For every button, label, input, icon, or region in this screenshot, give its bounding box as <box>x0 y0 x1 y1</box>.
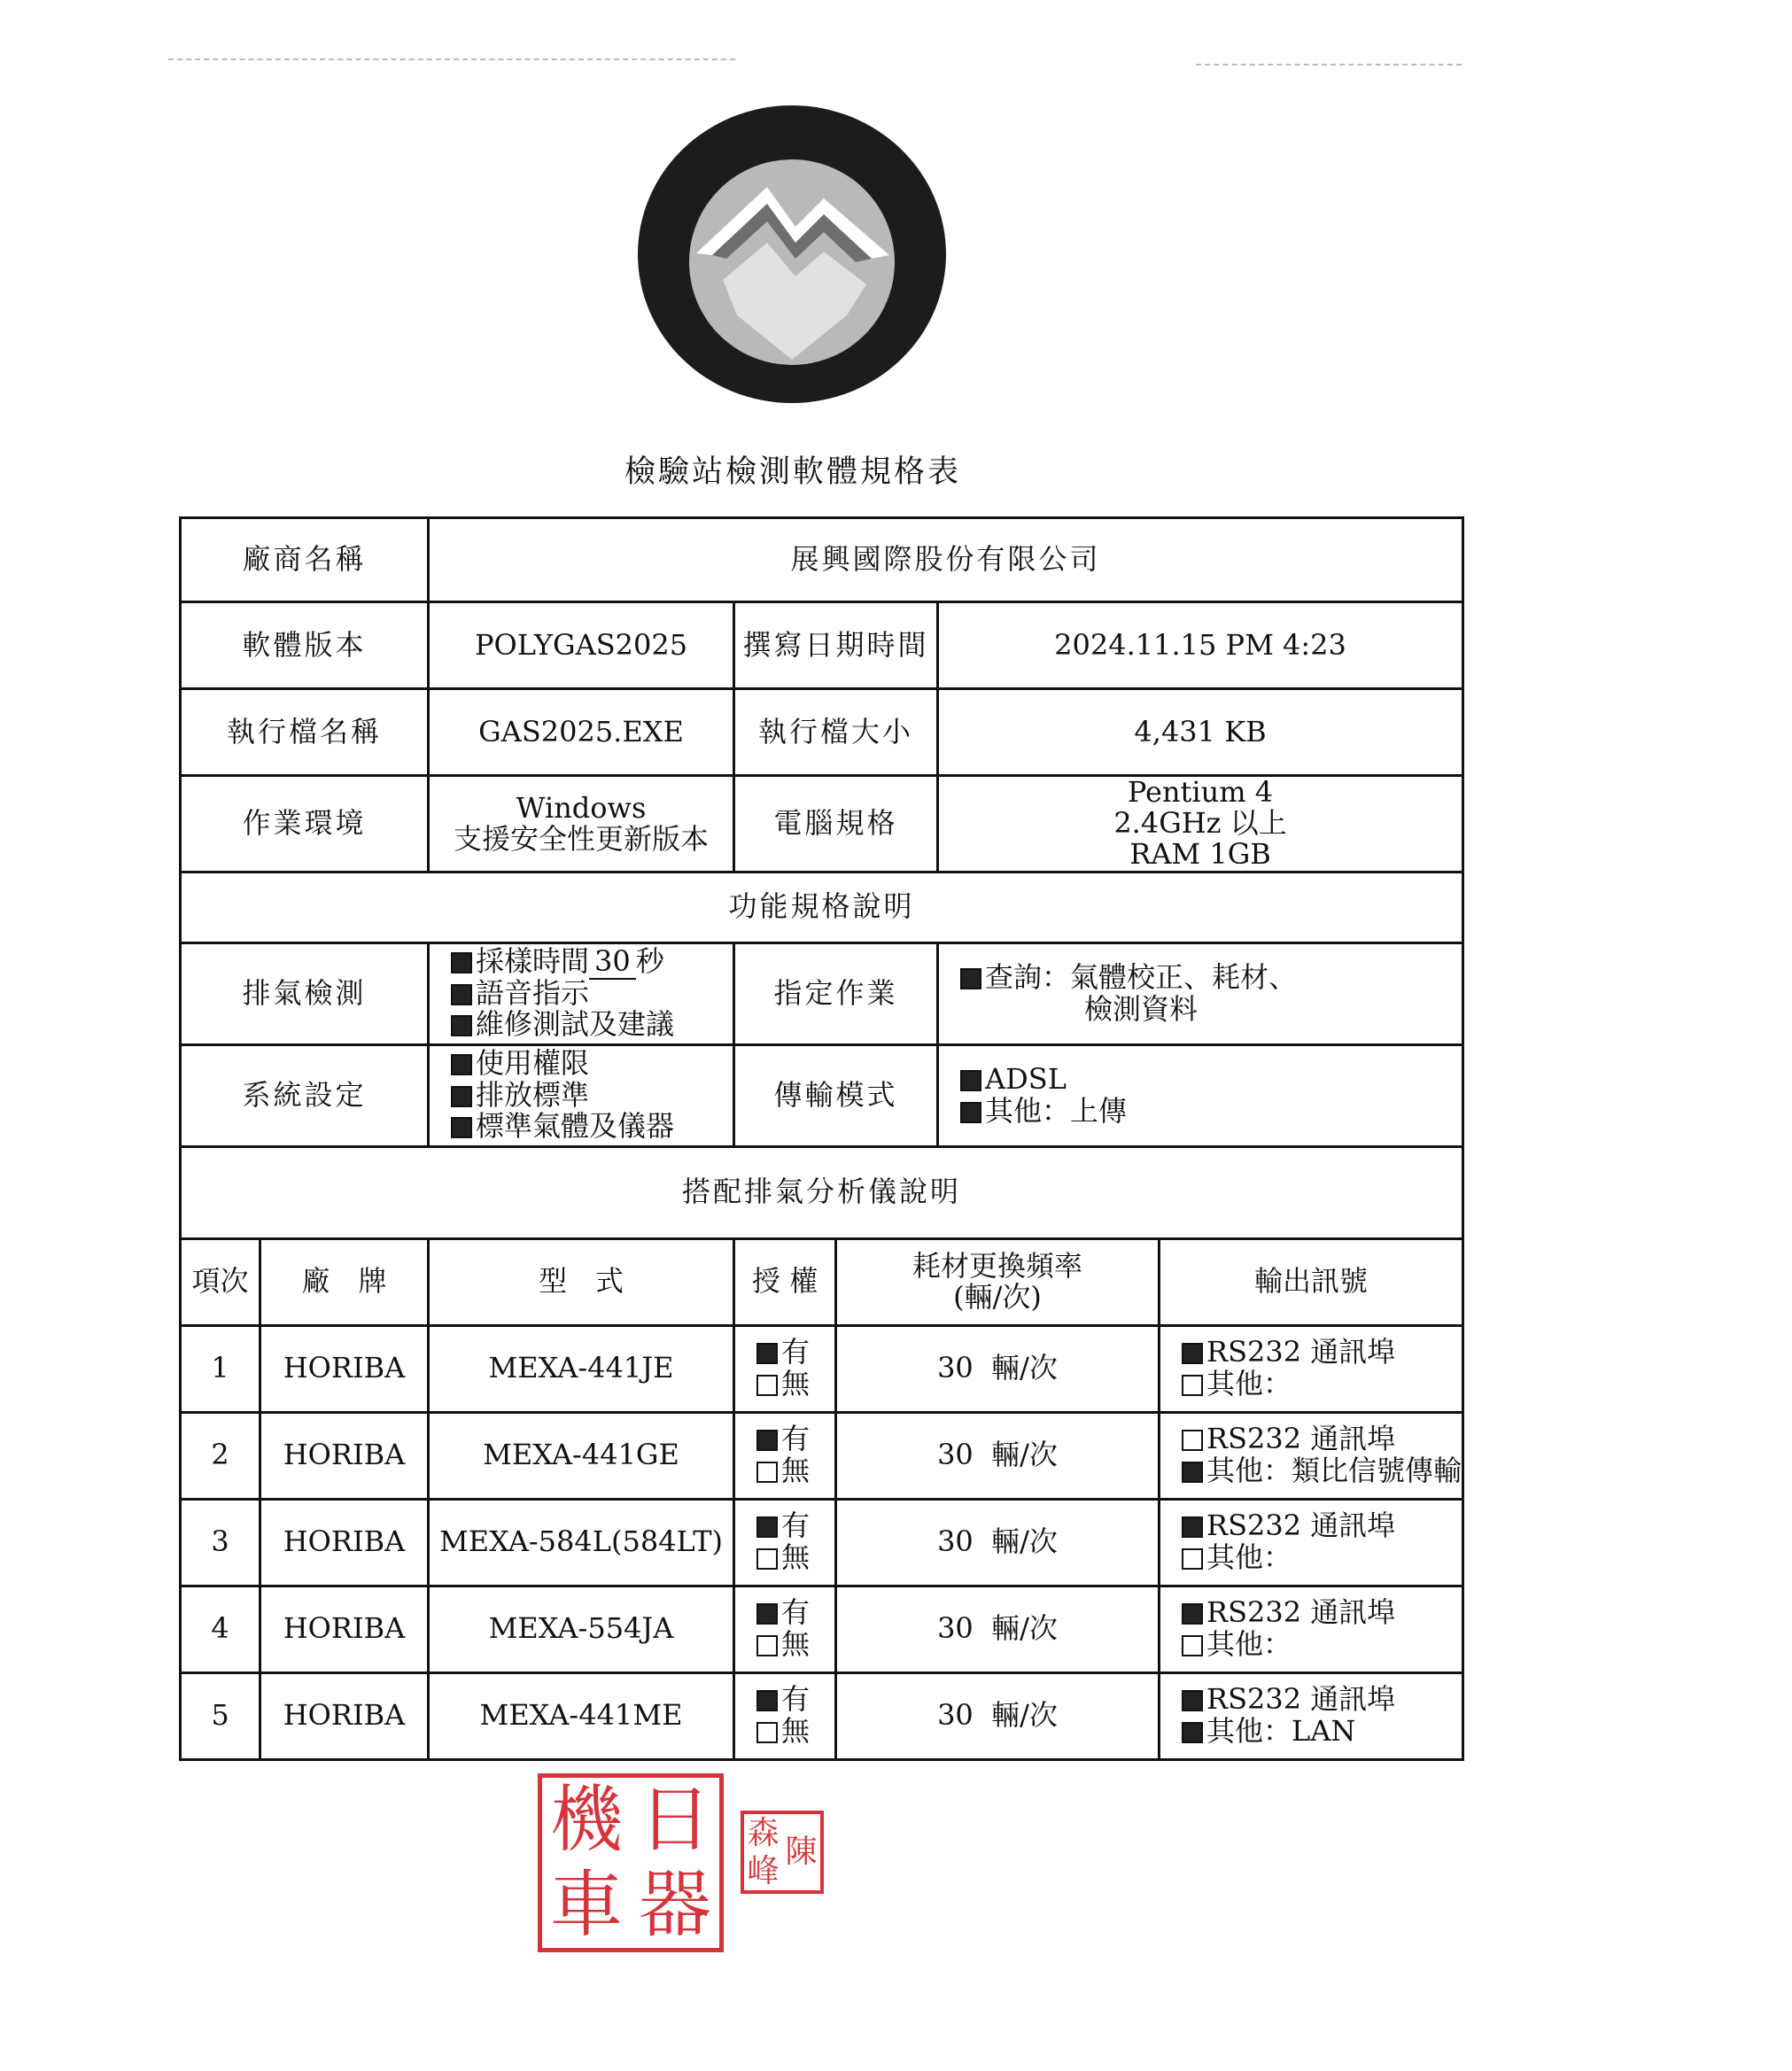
col-brand-header: 廠 牌 <box>260 1238 429 1325</box>
assigned-query: 查詢：氣體校正、耗材、 <box>960 962 1462 994</box>
license-no: 無 <box>756 1369 834 1400</box>
company-seal-stamp <box>538 1773 724 1952</box>
row-output <box>1160 1672 1463 1759</box>
output-rs232: RS232 通訊埠 <box>1182 1337 1462 1369</box>
spec-sheet-table <box>179 516 1464 1761</box>
license-no: 無 <box>756 1629 834 1661</box>
row-no: 4 <box>181 1586 260 1672</box>
license-no: 無 <box>756 1455 834 1487</box>
system-standards: 排放標準 <box>451 1080 733 1112</box>
seal-char: 車 <box>549 1863 623 1947</box>
version-value: POLYGAS2025 <box>429 602 734 689</box>
exe-name-label: 執行檔名稱 <box>181 689 429 776</box>
assigned-query-cont: 檢測資料 <box>1084 991 1199 1026</box>
analyzer-row <box>181 1672 1463 1759</box>
output-other: 其他：類比信號傳輸 <box>1182 1455 1462 1487</box>
row-brand: HORIBA <box>260 1412 429 1499</box>
freq-unit: 輛/次 <box>991 1611 1058 1646</box>
license-yes: 有 <box>756 1510 834 1542</box>
checkbox-checked-icon <box>1182 1690 1203 1711</box>
output-rs232: RS232 通訊埠 <box>1182 1684 1462 1716</box>
analyzers-heading: 搭配排氣分析儀說明 <box>181 1146 1463 1238</box>
row-no: 5 <box>181 1672 260 1759</box>
license-yes: 有 <box>756 1597 834 1629</box>
col-license-header: 授 權 <box>734 1238 836 1325</box>
freq-unit: 輛/次 <box>991 1698 1058 1733</box>
seal-char: 器 <box>638 1863 711 1947</box>
license-no: 無 <box>756 1716 834 1748</box>
output-rs232: RS232 通訊埠 <box>1182 1423 1462 1455</box>
row-no: 1 <box>181 1325 260 1412</box>
pc-line2: 2.4GHz 以上 <box>1113 806 1287 841</box>
row-model: MEXA-441ME <box>429 1672 734 1759</box>
analyzers-heading-row <box>181 1146 1463 1238</box>
exe-size-label: 執行檔大小 <box>734 689 938 776</box>
row-brand: HORIBA <box>260 1325 429 1412</box>
row-license <box>734 1499 836 1586</box>
seal-char: 機 <box>549 1778 623 1862</box>
license-yes: 有 <box>756 1337 834 1369</box>
row-freq <box>836 1325 1160 1412</box>
transfer-label: 傳輸模式 <box>734 1044 938 1146</box>
checkbox-unchecked-icon <box>756 1722 778 1743</box>
output-other: 其他：LAN <box>1182 1716 1462 1748</box>
col-output-header: 輸出訊號 <box>1160 1238 1463 1325</box>
emission-options <box>429 942 734 1044</box>
analyzer-row <box>181 1499 1463 1586</box>
emission-voice: 語音指示 <box>451 978 733 1010</box>
freq-value: 30 <box>937 1524 974 1559</box>
emission-label: 排氣檢測 <box>181 942 429 1044</box>
transfer-adsl: ADSL <box>960 1064 1462 1096</box>
exe-name-value: GAS2025.EXE <box>429 689 734 776</box>
system-row <box>181 1044 1463 1146</box>
freq-unit: 輛/次 <box>991 1524 1058 1559</box>
row-brand: HORIBA <box>260 1499 429 1586</box>
row-freq <box>836 1412 1160 1499</box>
system-permissions: 使用權限 <box>451 1048 733 1080</box>
output-other-text: LAN <box>1292 1714 1356 1749</box>
vendor-label: 廠商名稱 <box>181 518 429 602</box>
row-output <box>1160 1499 1463 1586</box>
date-label: 撰寫日期時間 <box>734 602 938 689</box>
seal-char: 峰 <box>747 1852 780 1889</box>
checkbox-unchecked-icon <box>756 1375 778 1396</box>
checkbox-unchecked-icon <box>1182 1375 1203 1396</box>
assigned-options <box>938 942 1463 1044</box>
row-freq <box>836 1586 1160 1672</box>
seal-char: 日 <box>638 1778 711 1862</box>
license-yes: 有 <box>756 1684 834 1716</box>
seal-char: 森 <box>747 1814 780 1851</box>
checkbox-checked-icon <box>756 1690 778 1711</box>
freq-value: 30 <box>937 1351 974 1385</box>
freq-unit: 輛/次 <box>991 1438 1058 1472</box>
output-other: 其他： <box>1182 1629 1462 1661</box>
checkbox-checked-icon <box>1182 1516 1203 1538</box>
checkbox-checked-icon <box>960 1102 981 1123</box>
functions-heading-row <box>181 872 1463 942</box>
transfer-options <box>938 1044 1463 1146</box>
pc-value <box>938 776 1463 873</box>
scan-artifact-top-right <box>1196 64 1462 66</box>
version-row <box>181 602 1463 689</box>
functions-heading: 功能規格說明 <box>181 872 1463 942</box>
system-options <box>429 1044 734 1146</box>
freq-value: 30 <box>937 1611 974 1646</box>
checkbox-checked-icon <box>756 1430 778 1451</box>
agency-logo <box>634 103 950 406</box>
checkbox-unchecked-icon <box>1182 1548 1203 1570</box>
emission-maintenance: 維修測試及建議 <box>451 1009 733 1041</box>
row-license <box>734 1412 836 1499</box>
sampling-time-value: 30 <box>589 944 636 980</box>
license-yes: 有 <box>756 1423 834 1455</box>
environment-row <box>181 776 1463 873</box>
version-label: 軟體版本 <box>181 602 429 689</box>
checkbox-checked-icon <box>451 1086 472 1107</box>
personal-seal-stamp <box>741 1811 824 1894</box>
analyzer-rows <box>181 1325 1463 1759</box>
freq-unit: 輛/次 <box>991 1351 1058 1385</box>
checkbox-checked-icon <box>960 1070 981 1091</box>
vendor-row <box>181 518 1463 602</box>
row-license <box>734 1325 836 1412</box>
analyzers-header-row <box>181 1238 1463 1325</box>
output-other-text: 類比信號傳輸 <box>1292 1454 1462 1488</box>
checkbox-unchecked-icon <box>1182 1635 1203 1656</box>
exe-row <box>181 689 1463 776</box>
os-value <box>429 776 734 873</box>
os-line1: Windows <box>516 790 647 825</box>
pc-label: 電腦規格 <box>734 776 938 873</box>
pc-line3: RAM 1GB <box>1129 837 1271 872</box>
transfer-other: 其他：上傳 <box>960 1096 1462 1128</box>
vendor-value: 展興國際股份有限公司 <box>429 518 1463 602</box>
os-line2: 支援安全性更新版本 <box>453 821 709 856</box>
analyzer-row <box>181 1586 1463 1672</box>
license-no: 無 <box>756 1542 834 1574</box>
checkbox-checked-icon <box>1182 1722 1203 1743</box>
row-brand: HORIBA <box>260 1672 429 1759</box>
row-model: MEXA-554JA <box>429 1586 734 1672</box>
row-freq <box>836 1499 1160 1586</box>
checkbox-checked-icon <box>1182 1603 1203 1625</box>
output-rs232: RS232 通訊埠 <box>1182 1597 1462 1629</box>
system-label: 系統設定 <box>181 1044 429 1146</box>
checkbox-unchecked-icon <box>1182 1430 1203 1451</box>
assigned-label: 指定作業 <box>734 942 938 1044</box>
row-license <box>734 1586 836 1672</box>
output-other: 其他： <box>1182 1542 1462 1574</box>
freq-value: 30 <box>937 1698 974 1733</box>
pc-line1: Pentium 4 <box>1127 775 1274 809</box>
exe-size-value: 4,431 KB <box>938 689 1463 776</box>
output-rs232: RS232 通訊埠 <box>1182 1510 1462 1542</box>
col-model-header: 型 式 <box>429 1238 734 1325</box>
scan-artifact-top <box>168 58 735 60</box>
document-title: 檢驗站檢測軟體規格表 <box>624 454 961 490</box>
analyzer-row <box>181 1412 1463 1499</box>
row-license <box>734 1672 836 1759</box>
output-other: 其他： <box>1182 1369 1462 1400</box>
row-freq <box>836 1672 1160 1759</box>
row-output <box>1160 1325 1463 1412</box>
col-freq-header <box>836 1238 1160 1325</box>
col-freq-line1: 耗材更換頻率 <box>912 1248 1082 1283</box>
row-no: 3 <box>181 1499 260 1586</box>
row-brand: HORIBA <box>260 1586 429 1672</box>
row-model: MEXA-584L(584LT) <box>429 1499 734 1586</box>
checkbox-checked-icon <box>451 984 472 1005</box>
checkbox-checked-icon <box>451 1117 472 1138</box>
freq-value: 30 <box>937 1438 974 1472</box>
checkbox-checked-icon <box>451 1054 472 1075</box>
checkbox-checked-icon <box>1182 1343 1203 1364</box>
row-output <box>1160 1586 1463 1672</box>
checkbox-checked-icon <box>451 1015 472 1036</box>
row-model: MEXA-441JE <box>429 1325 734 1412</box>
col-freq-line2: (輛/次) <box>953 1280 1042 1315</box>
col-no-header: 項次 <box>181 1238 260 1325</box>
checkbox-checked-icon <box>756 1516 778 1538</box>
emission-sampling: 採樣時間 30 秒 <box>451 946 733 978</box>
checkbox-checked-icon <box>1182 1462 1203 1483</box>
system-gas-instruments: 標準氣體及儀器 <box>451 1111 733 1143</box>
checkbox-checked-icon <box>756 1603 778 1625</box>
checkbox-unchecked-icon <box>756 1462 778 1483</box>
analyzer-row <box>181 1325 1463 1412</box>
checkbox-checked-icon <box>960 968 981 989</box>
row-no: 2 <box>181 1412 260 1499</box>
checkbox-checked-icon <box>451 952 472 973</box>
emission-row <box>181 942 1463 1044</box>
row-model: MEXA-441GE <box>429 1412 734 1499</box>
row-output <box>1160 1412 1463 1499</box>
seal-char: 陳 <box>785 1834 818 1870</box>
date-value: 2024.11.15 PM 4:23 <box>938 602 1463 689</box>
checkbox-unchecked-icon <box>756 1635 778 1656</box>
checkbox-unchecked-icon <box>756 1548 778 1570</box>
os-label: 作業環境 <box>181 776 429 873</box>
checkbox-checked-icon <box>756 1343 778 1364</box>
